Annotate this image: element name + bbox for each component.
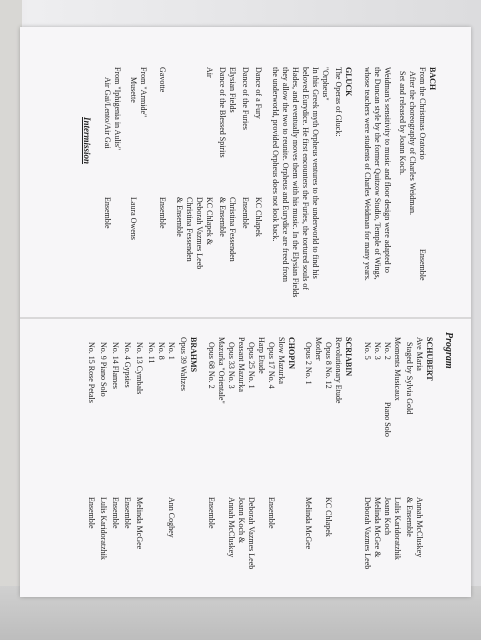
program-item-title: No. 3 [373, 342, 382, 360]
program-item-performer: Christina Fessenden [185, 197, 194, 262]
program-item-title: Opus 2 No. 1 [304, 342, 313, 385]
brahms-line: Opus 39 Waltzes [179, 337, 188, 391]
program-item-title: Dance of a Fury [254, 67, 263, 119]
program-item-performer: Melinda McGee & [373, 497, 382, 558]
bach-performer: Ensemble [418, 249, 427, 281]
program-heading: Program [443, 332, 454, 369]
program-item-title: Dance of the Furies [241, 67, 250, 130]
program-item-title: No. 11 [147, 342, 156, 364]
intermission-label: Intermission [82, 117, 92, 165]
program-item-title: No. 13 Cymbals [135, 342, 144, 395]
chopin-heading: CHOPIN [287, 337, 296, 369]
program-item-title: No. 4 Gypsies [123, 342, 132, 388]
program-item-performer: Ensemble [123, 497, 132, 529]
program-item-title: No. 15 Rose Petals [87, 342, 96, 403]
program-item-title: Harp Etude [257, 337, 266, 374]
program-item-title: Elysian Fields [228, 67, 237, 113]
program-item-performer: Ann Coghey [167, 497, 176, 538]
gluck-orpheus: "Orpheus" [321, 67, 330, 101]
program-item-performer: Deborah Vazmes Leeb [247, 497, 256, 570]
program-item-performer: Ensemble [158, 197, 167, 229]
program-item-performer: Annah McCluskey [415, 497, 424, 558]
program-item-performer: KC Chlapek [324, 497, 333, 537]
program-item-title: No. 1 [167, 342, 176, 360]
program-item-title: Mazurka "Orientale" [217, 337, 226, 404]
gluck-paragraph: they allow the two to reunite. Orpheus and Eurydice are freed from [281, 67, 290, 283]
gluck-paragraph: In this Greek myth Orpheus ventures to the underworld to find his [311, 67, 320, 279]
program-item-title: No. 2 [383, 342, 392, 360]
program-item-title: From "Armide" [139, 67, 148, 118]
brahms-heading: BRAHMS [189, 337, 198, 373]
program-item-performer: Melinda McGee [304, 497, 313, 550]
program-item-title: No. 5 [363, 342, 372, 360]
program-item-title: Peasant Mazurka [237, 337, 246, 392]
program-item-performer: Ensemble [103, 197, 112, 229]
program-item-title: No. 8 [157, 342, 166, 360]
program-item-title: No. 9 Piano Solo [99, 342, 108, 397]
bach-paragraph: the Duncan style by the former Quitzow Studio, Temple of Wings, [373, 67, 382, 280]
program-item-title: Opus 25 No. 1 [247, 342, 256, 389]
program-item-title: Mother [314, 337, 323, 361]
program-item-performer: KC Chlapek [254, 197, 263, 237]
gluck-paragraph: beloved Eurydice. He first encounters the Furies, the tortured souls of [301, 67, 310, 291]
program-item-performer: & Ensemble [175, 197, 184, 237]
program-item-performer: Ensemble [241, 197, 250, 229]
bach-paragraph: Weidman's sensitivity to music and floor design were adapted to [383, 67, 392, 273]
program-item-performer: Ensemble [111, 497, 120, 529]
schubert-line: Ave Maria [415, 337, 424, 371]
program-item-performer: Ensemble [87, 497, 96, 529]
program-item-title: Dance of the Blessed Spirits [218, 67, 227, 158]
program-item-performer: Lulis Karidoratzhik [393, 497, 402, 560]
program-sheet [20, 27, 471, 597]
program-item-title: Opus 68 No. 2 [207, 342, 216, 389]
program-item-title: Revolutionary Etude [334, 337, 343, 404]
fold-line [20, 317, 471, 319]
bach-line: Set and released by Joann Koch. [398, 71, 407, 175]
program-item-title: Air [205, 67, 214, 78]
program-item-performer: Joann Koch & [237, 497, 246, 544]
program-item-title: Air Gai/Lento/Air Gai [103, 77, 112, 149]
bach-paragraph: whose teachers were students of Charles Weidman for many years. [363, 67, 372, 281]
gluck-paragraph: Hades, and eventually moves them with his music. In the Elysian Fields [291, 67, 300, 298]
program-item-title: Gavotte [158, 67, 167, 93]
bach-line: From the Christmas Oratorio [418, 67, 427, 160]
table-surface-left [0, 0, 22, 640]
gluck-paragraph: the underworld, provided Orpheus does not look back. [271, 67, 280, 242]
program-item-performer: Christina Fessenden [228, 197, 237, 262]
program-item-performer: Deborah Vazmes Leeb [195, 197, 204, 270]
program-item-performer: & Ensemble [405, 497, 414, 537]
gluck-heading: GLUCK [344, 67, 353, 97]
program-item-performer: & Ensemble [218, 197, 227, 237]
program-item-title: No. 14 Flames [111, 342, 120, 389]
program-item-title: Musette [129, 77, 138, 103]
program-item-performer: Ensemble [207, 497, 216, 529]
program-item-performer: Laura Owens [129, 197, 138, 240]
schubert-heading: SCHUBERT [425, 337, 434, 381]
program-item-title: Opus 8 No. 12 [324, 342, 333, 389]
schubert-line: Staged by Sylvia Gold [405, 342, 414, 415]
program-item-performer: Joann Koch [383, 497, 392, 535]
scriabin-heading: SCRIABIN [344, 337, 353, 377]
program-item-title: From "Iphigenia in Aulis" [113, 67, 122, 151]
program-item-performer: Lulis Karidoratzhik [99, 497, 108, 560]
program-item-performer: Melinda McGee [135, 497, 144, 550]
bach-heading: BACH [428, 67, 437, 91]
program-item-performer: Annah McCluskey [227, 497, 236, 558]
program-item-performer: Deborah Vazmes Leeb [363, 497, 372, 570]
program-item-performer: KC Chlapek & [205, 197, 214, 245]
schubert-line: Moments Musicaux [393, 337, 402, 401]
program-item-title: Slow Mazurka [277, 337, 286, 384]
gluck-subheading: The Operas of Gluck: [334, 67, 343, 137]
program-item-title: Opus 33 No. 3 [227, 342, 236, 389]
program-item-performer: Ensemble [267, 497, 276, 529]
program-item-title: Opus 17 No. 4 [267, 342, 276, 389]
bach-line: After the choreography of Charles Weidman. [408, 71, 417, 216]
program-item-note: Piano Solo [383, 402, 392, 437]
